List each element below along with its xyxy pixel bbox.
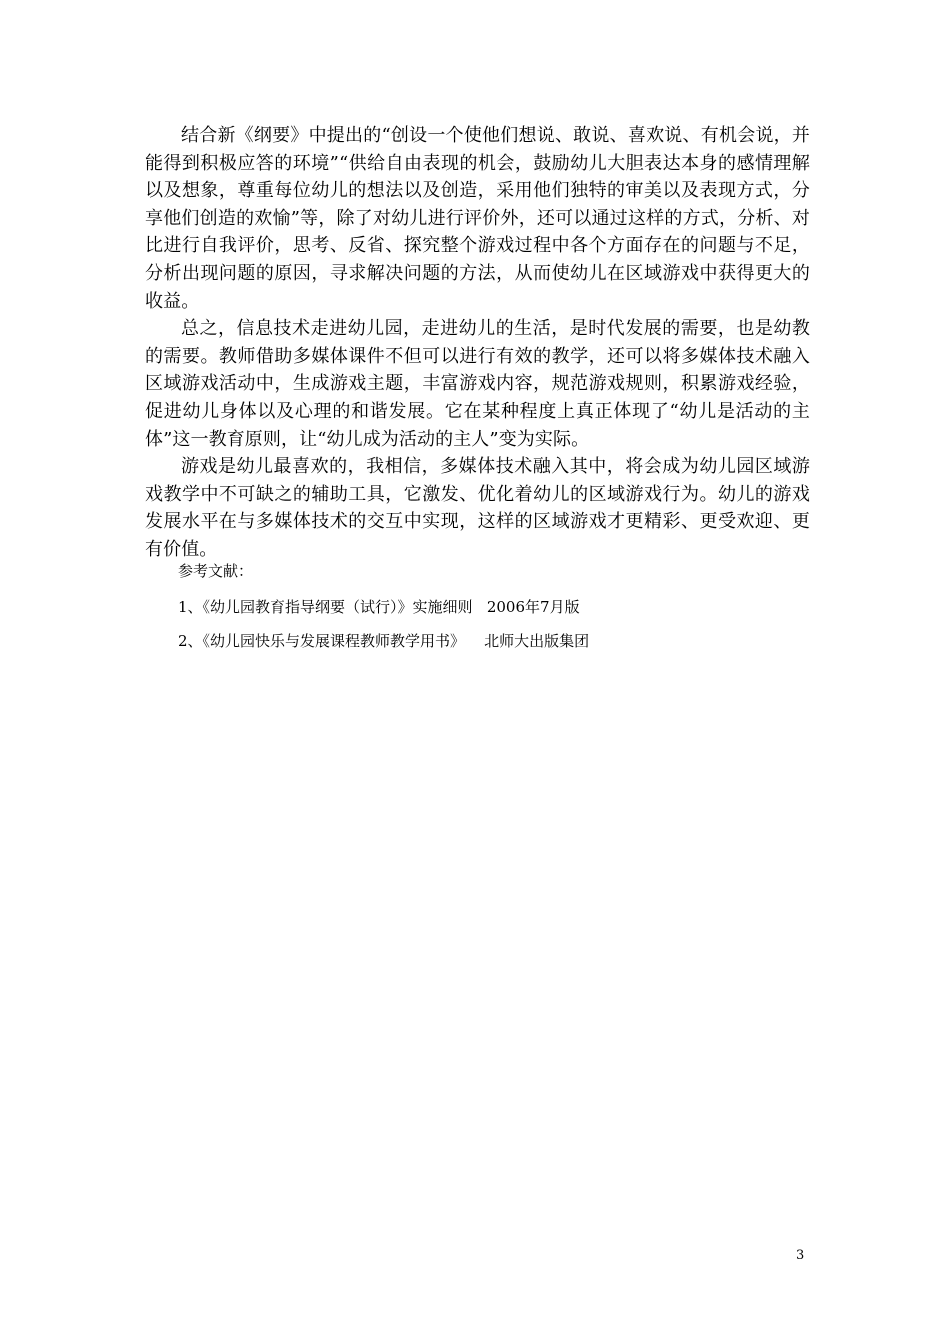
reference-item-2: 2、《幼儿园快乐与发展课程教师教学用书》 北师大出版集团	[178, 632, 590, 650]
page-number: 3	[796, 1248, 805, 1263]
references-heading: 参考文献：	[178, 562, 254, 580]
references-section	[178, 560, 798, 664]
reference-item-1: 1、《幼儿园教育指导纲要（试行）》实施细则 2006年7月版	[178, 598, 580, 616]
body-paragraph-2: 总之，信息技术走进幼儿园，走进幼儿的生活，是时代发展的需要，也是幼教的需要。教师借助多媒体课件不但可以进行有效的教学，还可以将多媒体技术融入区域游戏活动中，生成游戏主题，丰富游戏内容，规范游戏规则，积累游戏经验，促进幼儿身体以及心理的和谐发展。它在某种程度上真正体现了“幼儿是活动的主体”这一教育原则，让“幼儿成为活动的主人”变为实际。	[145, 318, 810, 450]
body-paragraph-3: 游戏是幼儿最喜欢的，我相信，多媒体技术融入其中，将会成为幼儿园区域游戏教学中不可缺之的辅助工具，它激发、优化着幼儿的区域游戏行为。幼儿的游戏发展水平在与多媒体技术的交互中实现，这样的区域游戏才更精彩、更受欢迎、更有价值。	[145, 456, 810, 560]
document-body	[145, 122, 810, 564]
body-paragraph-1: 结合新《纲要》中提出的“创设一个使他们想说、敢说、喜欢说、有机会说，并能得到积极应答的环境”“供给自由表现的机会，鼓励幼儿大胆表达本身的感情理解以及想象，尊重每位幼儿的想法以及创造，采用他们独特的审美以及表现方式，分享他们创造的欢愉”等，除了对幼儿进行评价外，还可以通过这样的方式，分析、对比进行自我评价，思考、反省、探究整个游戏过程中各个方面存在的问题与不足，分析出现问题的原因，寻求解决问题的方法，从而使幼儿在区域游戏中获得更大的收益。	[145, 125, 810, 312]
